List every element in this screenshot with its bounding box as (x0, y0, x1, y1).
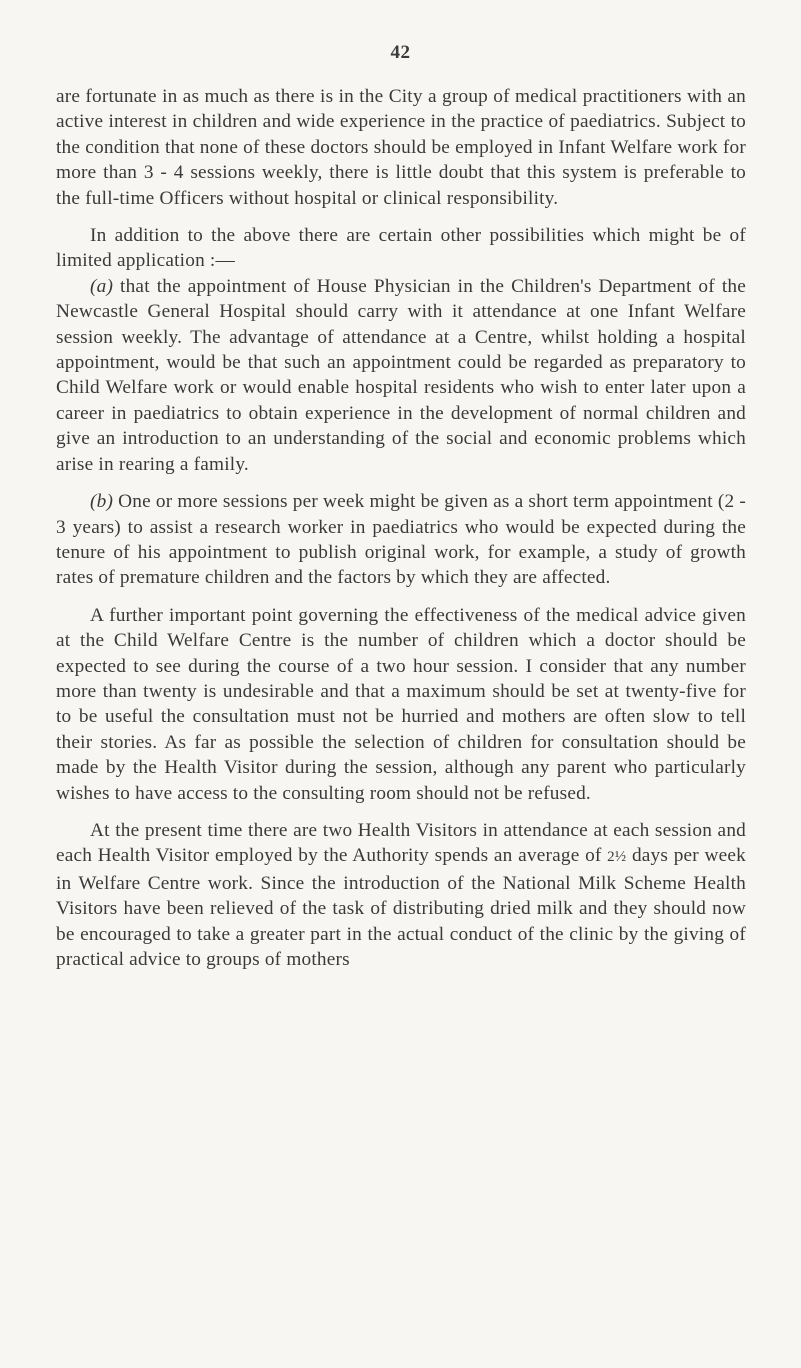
health-visitors-text-end: days per week in Welfare Centre work. Since the introduction of the National Milk Scheme Health Visitors have been relieved of the task of distributing dried milk and they should now be encouraged to take a greater part in the actual conduct of the clinic by the giving of practical advice to groups of mothers (56, 845, 747, 970)
option-a-label: (a) (90, 275, 114, 297)
page-number: 42 (390, 42, 411, 63)
paragraph-option-b (56, 489, 746, 591)
paragraph-consultation-numbers: A further important point governing the effectiveness of the medical advice given at the Child Welfare Centre is the number of children which a doctor should be expected to see during the course of a two hour session. I consider that any number more than twenty is undesirable and that a maximum should be set at twenty-five for to be useful the consultation must not be hurried and mothers are often slow to tell their stories. As far as possible the selection of children for consultation should be made by the Health Visitor during the session, although any parent who particularly wishes to have access to the consulting room should not be refused. (56, 604, 746, 804)
option-b-label: (b) (90, 491, 114, 513)
days-fraction: 2½ (607, 849, 627, 866)
body-text (56, 84, 746, 972)
paragraph-health-visitors (56, 818, 746, 972)
paragraph-continuation: are fortunate in as much as there is in the City a group of medical practitioners with an active interest in children and wide experience in the practice of paediatrics. Subject to the condition that none of these doctors should be employed in Infant Welfare work for more than 3 - 4 sessions weekly, there is little doubt that this system is preferable to the full-time Officers without hospital or clinical responsibility. (56, 86, 746, 209)
paragraph-option-a (56, 274, 746, 477)
health-visitors-text-start: At the present time there are two Health Visitors in attendance at each session and each Health Visitor employed by the Authority spends an average of (56, 819, 746, 867)
option-b-text: One or more sessions per week might be given as a short term appointment (2 - 3 years) to assist a research worker in paediatrics who would be expected during the tenure of his appointment to publish original work, for example, a study of growth rates of premature children and the factors by which they are affected. (56, 491, 746, 589)
paragraph-possibilities-intro: In addition to the above there are certain other possibilities which might be of limited application :— (56, 225, 746, 272)
option-a-text: that the appointment of House Physician in the Children's Department of the Newcastle General Hospital should carry with it attendance at one Infant Welfare session weekly. The advantage of attendance at a Centre, whilst holding a hospital appointment, would be that such an appointment could be regarded as preparatory to Child Welfare work or would enable hospital residents who wish to enter later upon a career in paediatrics to obtain experience in the development of normal children and give an introduction to an understanding of the social and economic problems which arise in rearing a family. (56, 275, 746, 475)
